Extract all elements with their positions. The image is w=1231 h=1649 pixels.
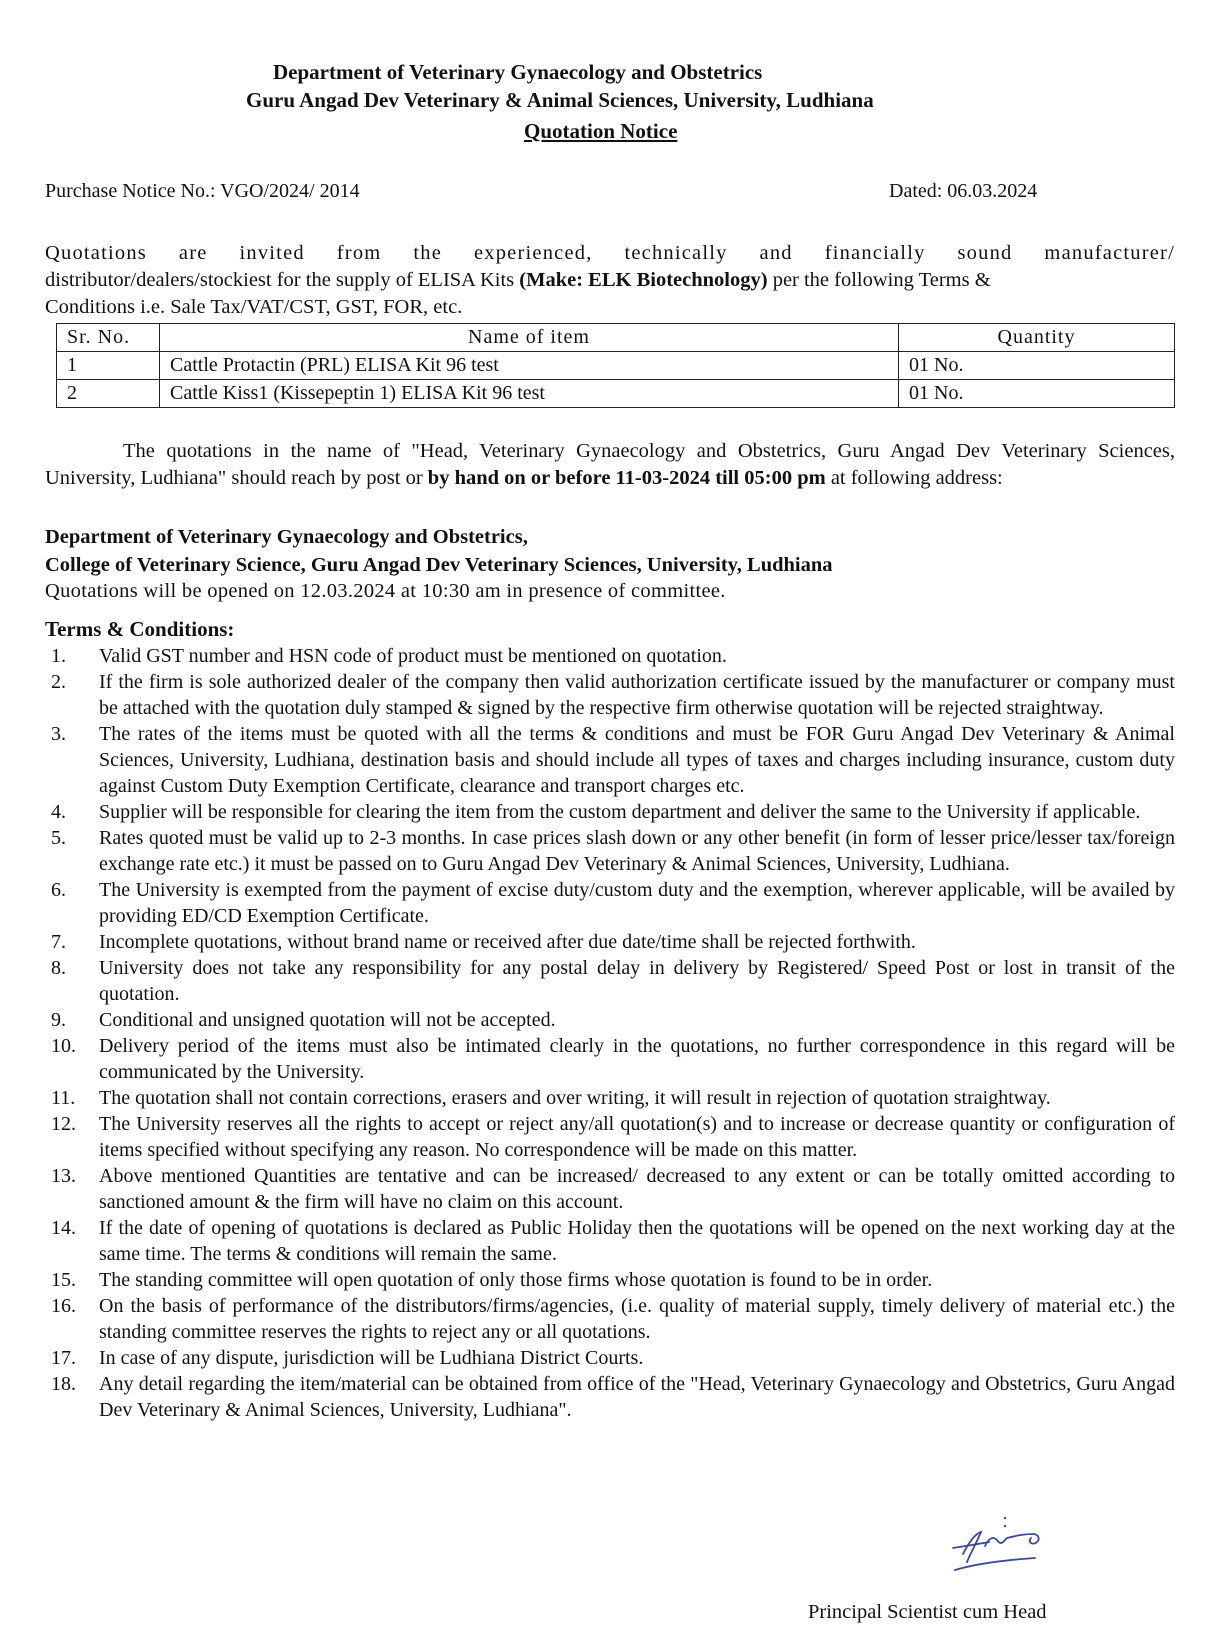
- list-item: [45, 643, 1175, 669]
- list-item: [45, 825, 1175, 877]
- submission-address: [45, 523, 833, 579]
- term-text: Rates quoted must be valid up to 2-3 months. In case prices slash down or any other benefit (in form of lesser price/lesser tax/foreign exchange rate etc.) it must be passed on to Guru Angad Dev Veterinary & Animal Sciences, University, Ludhiana.: [99, 827, 1175, 875]
- intro-line-2: [45, 267, 1175, 294]
- term-text: The University reserves all the rights to accept or reject any/all quotation(s) and to increase or decrease quantity or configuration of items specified without specifying any reason. No correspondence will be made on this matter.: [99, 1113, 1175, 1161]
- intro-line-1: Quotations are invited from the experienced, technically and financially sound manufacturer/: [45, 242, 1175, 264]
- department-heading: Department of Veterinary Gynaecology and Obstetrics: [273, 60, 763, 84]
- term-text: Delivery period of the items must also be intimated clearly in the quotations, no further correspondence in this regard will be communicated by the University.: [99, 1035, 1175, 1083]
- cell-quantity: 01 No.: [899, 352, 1175, 380]
- term-number: 6.: [51, 879, 66, 901]
- intro-line-3: Conditions i.e. Sale Tax/VAT/CST, GST, FOR, etc.: [45, 296, 463, 318]
- list-item: [45, 1163, 1175, 1215]
- term-number: 11.: [51, 1087, 76, 1109]
- intro-paragraph: [45, 240, 1175, 321]
- term-number: 1.: [51, 645, 66, 667]
- list-item: [45, 877, 1175, 929]
- items-table: [56, 323, 1175, 408]
- handwritten-signature-icon: [945, 1512, 1065, 1584]
- list-item: [45, 1371, 1175, 1423]
- term-number: 5.: [51, 827, 66, 849]
- list-item: [45, 1085, 1175, 1111]
- term-number: 14.: [51, 1217, 76, 1239]
- column-header-sr-no: Sr. No.: [57, 324, 160, 352]
- notice-title: Quotation Notice: [524, 119, 678, 143]
- list-item: [45, 799, 1175, 825]
- term-text: The rates of the items must be quoted with all the terms & conditions and must be FOR Guru Angad Dev Veterinary & Animal Sciences, University, Ludhiana, destination basis and should include all types of taxes and charges including insurance, custom duty against Custom Duty Exemption Certificate, clearance and transport charges etc.: [99, 723, 1175, 797]
- term-text: If the firm is sole authorized dealer of the company then valid authorization certificate issued by the manufacturer or company must be attached with the quotation duly stamped & signed by the respective firm otherwise quotation will be rejected straightway.: [99, 671, 1175, 719]
- address-line-2: College of Veterinary Science, Guru Angad Dev Veterinary Sciences, University, Ludhiana: [45, 554, 833, 576]
- cell-quantity: 01 No.: [899, 380, 1175, 408]
- column-header-item-name: Name of item: [160, 324, 899, 352]
- submission-deadline: by hand on or before 11-03-2024 till 05:00 pm: [427, 467, 826, 489]
- opening-statement: Quotations will be opened on 12.03.2024 at 10:30 am in presence of committee.: [45, 580, 726, 602]
- list-item: [45, 1293, 1175, 1345]
- address-line-1: Department of Veterinary Gynaecology and Obstetrics,: [45, 526, 528, 548]
- term-number: 4.: [51, 801, 66, 823]
- intro-make-label: (Make: ELK Biotechnology): [519, 269, 768, 291]
- term-text: If the date of opening of quotations is declared as Public Holiday then the quotations will be opened on the next working day at the same time. The terms & conditions will remain the same.: [99, 1217, 1175, 1265]
- list-item: [45, 1111, 1175, 1163]
- cell-sr-no: 2: [57, 380, 160, 408]
- university-heading: Guru Angad Dev Veterinary & Animal Sciences, University, Ludhiana: [246, 88, 874, 112]
- term-number: 15.: [51, 1269, 76, 1291]
- signatory-title: Principal Scientist cum Head: [808, 1601, 1047, 1623]
- table-row: [57, 380, 1175, 408]
- list-item: [45, 1033, 1175, 1085]
- cell-item-name: Cattle Protactin (PRL) ELISA Kit 96 test: [160, 352, 899, 380]
- list-item: [45, 1267, 1175, 1293]
- term-number: 9.: [51, 1009, 66, 1031]
- column-header-quantity: Quantity: [899, 324, 1175, 352]
- submission-paragraph: [45, 438, 1175, 492]
- cell-item-name: Cattle Kiss1 (Kissepeptin 1) ELISA Kit 96 test: [160, 380, 899, 408]
- term-text: University does not take any responsibility for any postal delay in delivery by Registered/ Speed Post or lost in transit of the quotation.: [99, 957, 1175, 1005]
- cell-sr-no: 1: [57, 352, 160, 380]
- term-number: 13.: [51, 1165, 76, 1187]
- term-text: Any detail regarding the item/material can be obtained from office of the "Head, Veterinary Gynaecology and Obstetrics, Guru Angad Dev Veterinary & Animal Sciences, University, Ludhiana".: [99, 1373, 1175, 1421]
- list-item: [45, 1007, 1175, 1033]
- term-number: 2.: [51, 671, 66, 693]
- term-text: On the basis of performance of the distributors/firms/agencies, (i.e. quality of material supply, timely delivery of material etc.) the standing committee reserves the rights to reject any or all quotations.: [99, 1295, 1175, 1343]
- term-text: Conditional and unsigned quotation will not be accepted.: [99, 1009, 556, 1031]
- list-item: [45, 721, 1175, 799]
- submission-text-start: The quotations in the name of "Head, Veterinary Gynaecology and Obstetrics, Guru Angad Dev Veterinary Sciences, University, Ludhiana" should reach by post or: [45, 440, 1175, 489]
- term-text: The standing committee will open quotation of only those firms whose quotation is found to be in order.: [99, 1269, 933, 1291]
- term-text: Supplier will be responsible for clearing the item from the custom department and deliver the same to the University if applicable.: [99, 801, 1141, 823]
- table-header-row: [57, 324, 1175, 352]
- submission-indent: [45, 440, 123, 462]
- intro-line-2-start: distributor/dealers/stockiest for the supply of ELISA Kits: [45, 269, 520, 291]
- term-number: 10.: [51, 1035, 76, 1057]
- term-text: Incomplete quotations, without brand name or received after due date/time shall be rejected forthwith.: [99, 931, 916, 953]
- term-number: 18.: [51, 1373, 76, 1395]
- purchase-notice-number: Purchase Notice No.: VGO/2024/ 2014: [45, 180, 360, 202]
- list-item: [45, 929, 1175, 955]
- term-text: Above mentioned Quantities are tentative and can be increased/ decreased to any extent or can be totally omitted according to sanctioned amount & the firm will have no claim on this account.: [99, 1165, 1175, 1213]
- term-number: 3.: [51, 723, 66, 745]
- term-number: 8.: [51, 957, 66, 979]
- list-item: [45, 1215, 1175, 1267]
- list-item: [45, 669, 1175, 721]
- term-number: 16.: [51, 1295, 76, 1317]
- list-item: [45, 955, 1175, 1007]
- term-text: Valid GST number and HSN code of product must be mentioned on quotation.: [99, 645, 727, 667]
- terms-heading: Terms & Conditions:: [45, 617, 235, 641]
- table-row: [57, 352, 1175, 380]
- term-text: In case of any dispute, jurisdiction will be Ludhiana District Courts.: [99, 1347, 644, 1369]
- term-number: 17.: [51, 1347, 76, 1369]
- list-item: [45, 1345, 1175, 1371]
- term-text: The quotation shall not contain corrections, erasers and over writing, it will result in rejection of quotation straightway.: [99, 1087, 1051, 1109]
- notice-date: Dated: 06.03.2024: [889, 180, 1038, 202]
- term-number: 12.: [51, 1113, 76, 1135]
- terms-list: [45, 643, 1175, 1423]
- term-number: 7.: [51, 931, 66, 953]
- term-text: The University is exempted from the payment of excise duty/custom duty and the exemption, wherever applicable, will be availed by providing ED/CD Exemption Certificate.: [99, 879, 1175, 927]
- submission-text-end: at following address:: [825, 467, 1003, 489]
- intro-line-2-end: per the following Terms &: [767, 269, 991, 291]
